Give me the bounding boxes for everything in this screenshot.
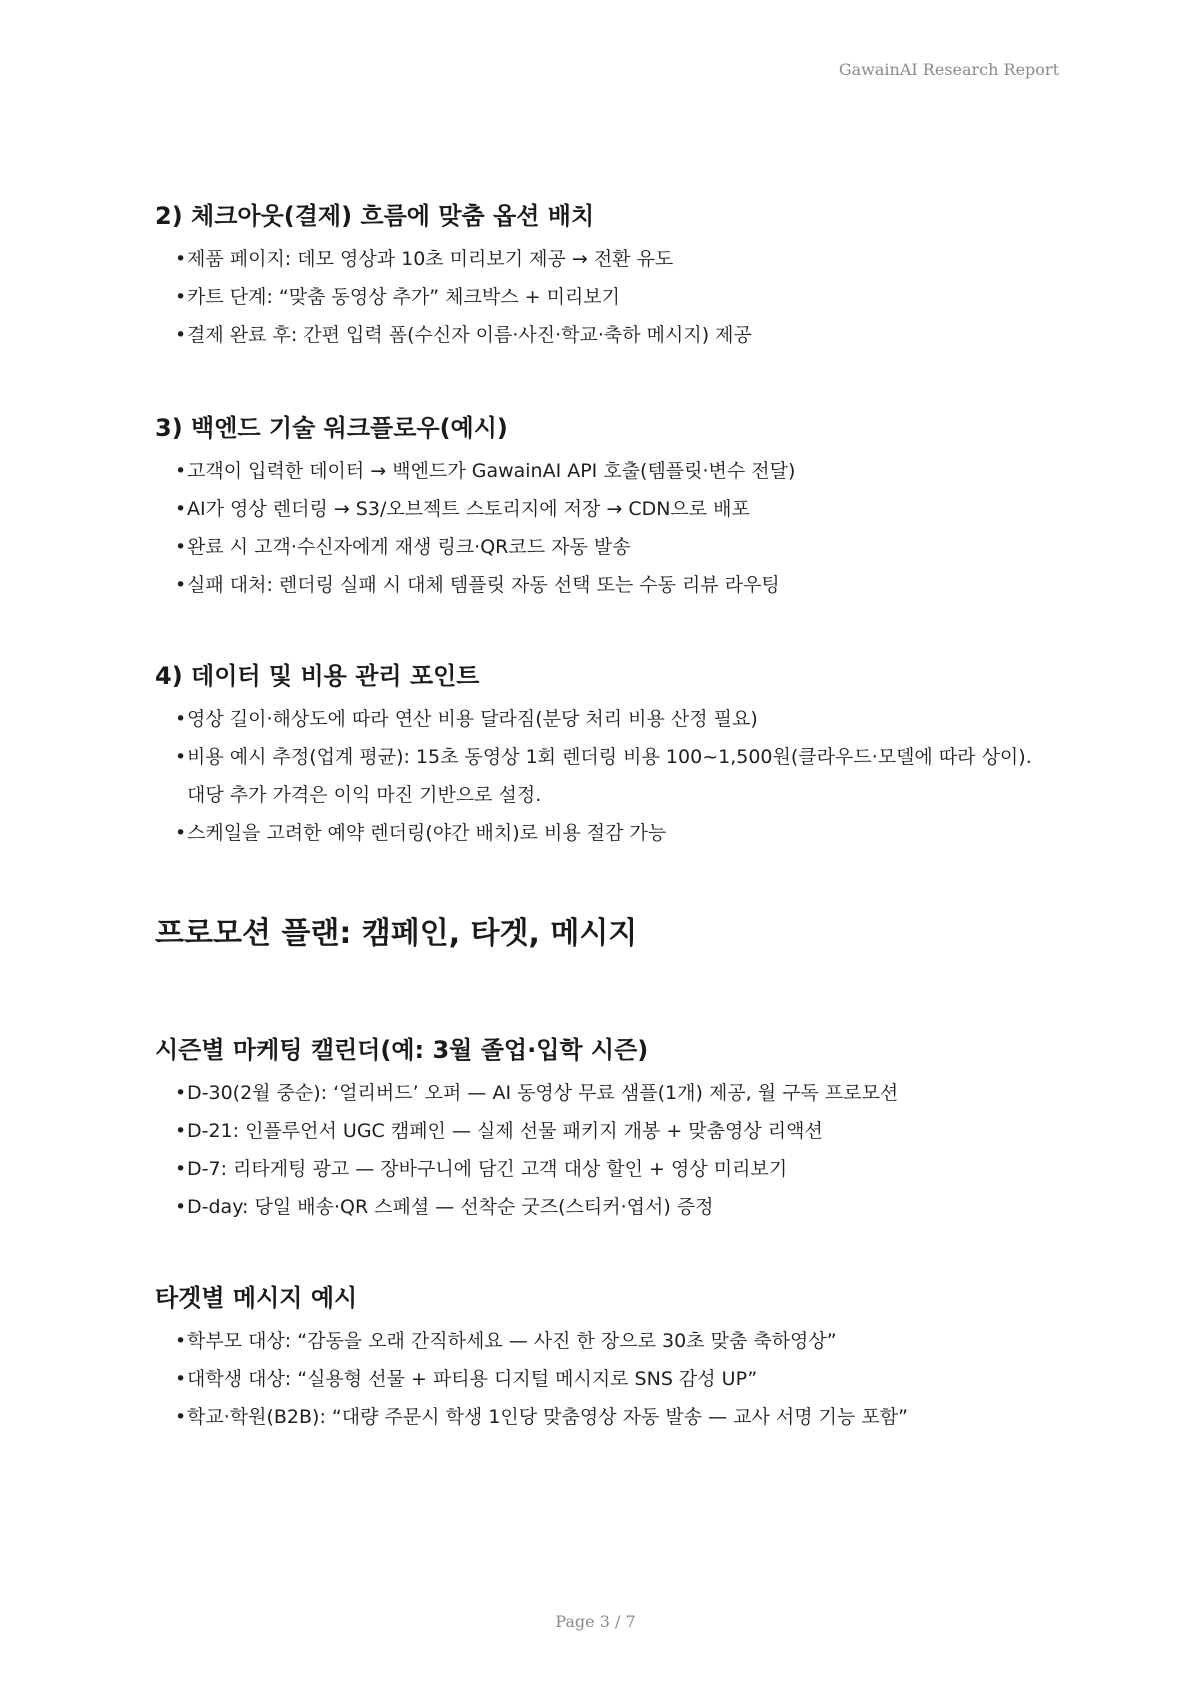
section-heading-backend: 3) 백엔드 기술 워크플로우(예시) (155, 414, 508, 442)
messages-bullet-list (175, 1322, 1055, 1436)
section-heading-messages: 타겟별 메시지 예시 (155, 1284, 358, 1312)
section-heading-checkout: 2) 체크아웃(결제) 흐름에 맞춤 옵션 배치 (155, 202, 595, 230)
checkout-bullet-list (175, 240, 1055, 354)
list-item: • 비용 예시 추정(업계 평균): 15초 동영상 1회 렌더링 비용 100~1,500원(클라우드·모델에 따라 상이). 대당 추가 가격은 이익 마진 기반으로 설정. (175, 738, 1055, 814)
page-number: Page 3 / 7 (555, 1612, 636, 1631)
calendar-bullet-list (175, 1074, 1055, 1226)
list-item: • 완료 시 고객·수신자에게 재생 링크·QR코드 자동 발송 (175, 528, 1055, 566)
section-heading-cost: 4) 데이터 및 비용 관리 포인트 (155, 662, 480, 690)
list-item: • 학교·학원(B2B): “대량 주문시 학생 1인당 맞춤영상 자동 발송 — 교사 서명 기능 포함” (175, 1398, 1055, 1436)
list-item: • D-7: 리타게팅 광고 — 장바구니에 담긴 고객 대상 할인 + 영상 미리보기 (175, 1150, 1055, 1188)
list-item: • 스케일을 고려한 예약 렌더링(야간 배치)로 비용 절감 가능 (175, 814, 1055, 852)
running-header: GawainAI Research Report (838, 60, 1059, 79)
list-item: • 카트 단계: “맞춤 동영상 추가” 체크박스 + 미리보기 (175, 278, 1055, 316)
list-item: • 영상 길이·해상도에 따라 연산 비용 달라짐(분당 처리 비용 산정 필요) (175, 700, 1055, 738)
list-item: • D-day: 당일 배송·QR 스페셜 — 선착순 굿즈(스티커·엽서) 증정 (175, 1188, 1055, 1226)
list-item: • 결제 완료 후: 간편 입력 폼(수신자 이름·사진·학교·축하 메시지) 제공 (175, 316, 1055, 354)
cost-bullet-list (175, 700, 1055, 852)
section-heading-calendar: 시즌별 마케팅 캘린더(예: 3월 졸업·입학 시즌) (155, 1036, 649, 1064)
list-item: • 실패 대처: 렌더링 실패 시 대체 템플릿 자동 선택 또는 수동 리뷰 라우팅 (175, 566, 1055, 604)
list-item: • 제품 페이지: 데모 영상과 10초 미리보기 제공 → 전환 유도 (175, 240, 1055, 278)
list-item: • D-21: 인플루언서 UGC 캠페인 — 실제 선물 패키지 개봉 + 맞춤영상 리액션 (175, 1112, 1055, 1150)
promotion-title: 프로모션 플랜: 캠페인, 타겟, 메시지 (155, 916, 638, 951)
backend-bullet-list (175, 452, 1055, 604)
list-item: • AI가 영상 렌더링 → S3/오브젝트 스토리지에 저장 → CDN으로 배포 (175, 490, 1055, 528)
list-item: • 대학생 대상: “실용형 선물 + 파티용 디지털 메시지로 SNS 감성 UP” (175, 1360, 1055, 1398)
list-item: • D-30(2월 중순): ‘얼리버드’ 오퍼 — AI 동영상 무료 샘플(1개) 제공, 월 구독 프로모션 (175, 1074, 1055, 1112)
list-item: • 고객이 입력한 데이터 → 백엔드가 GawainAI API 호출(템플릿·변수 전달) (175, 452, 1055, 490)
list-item: • 학부모 대상: “감동을 오래 간직하세요 — 사진 한 장으로 30초 맞춤 축하영상” (175, 1322, 1055, 1360)
